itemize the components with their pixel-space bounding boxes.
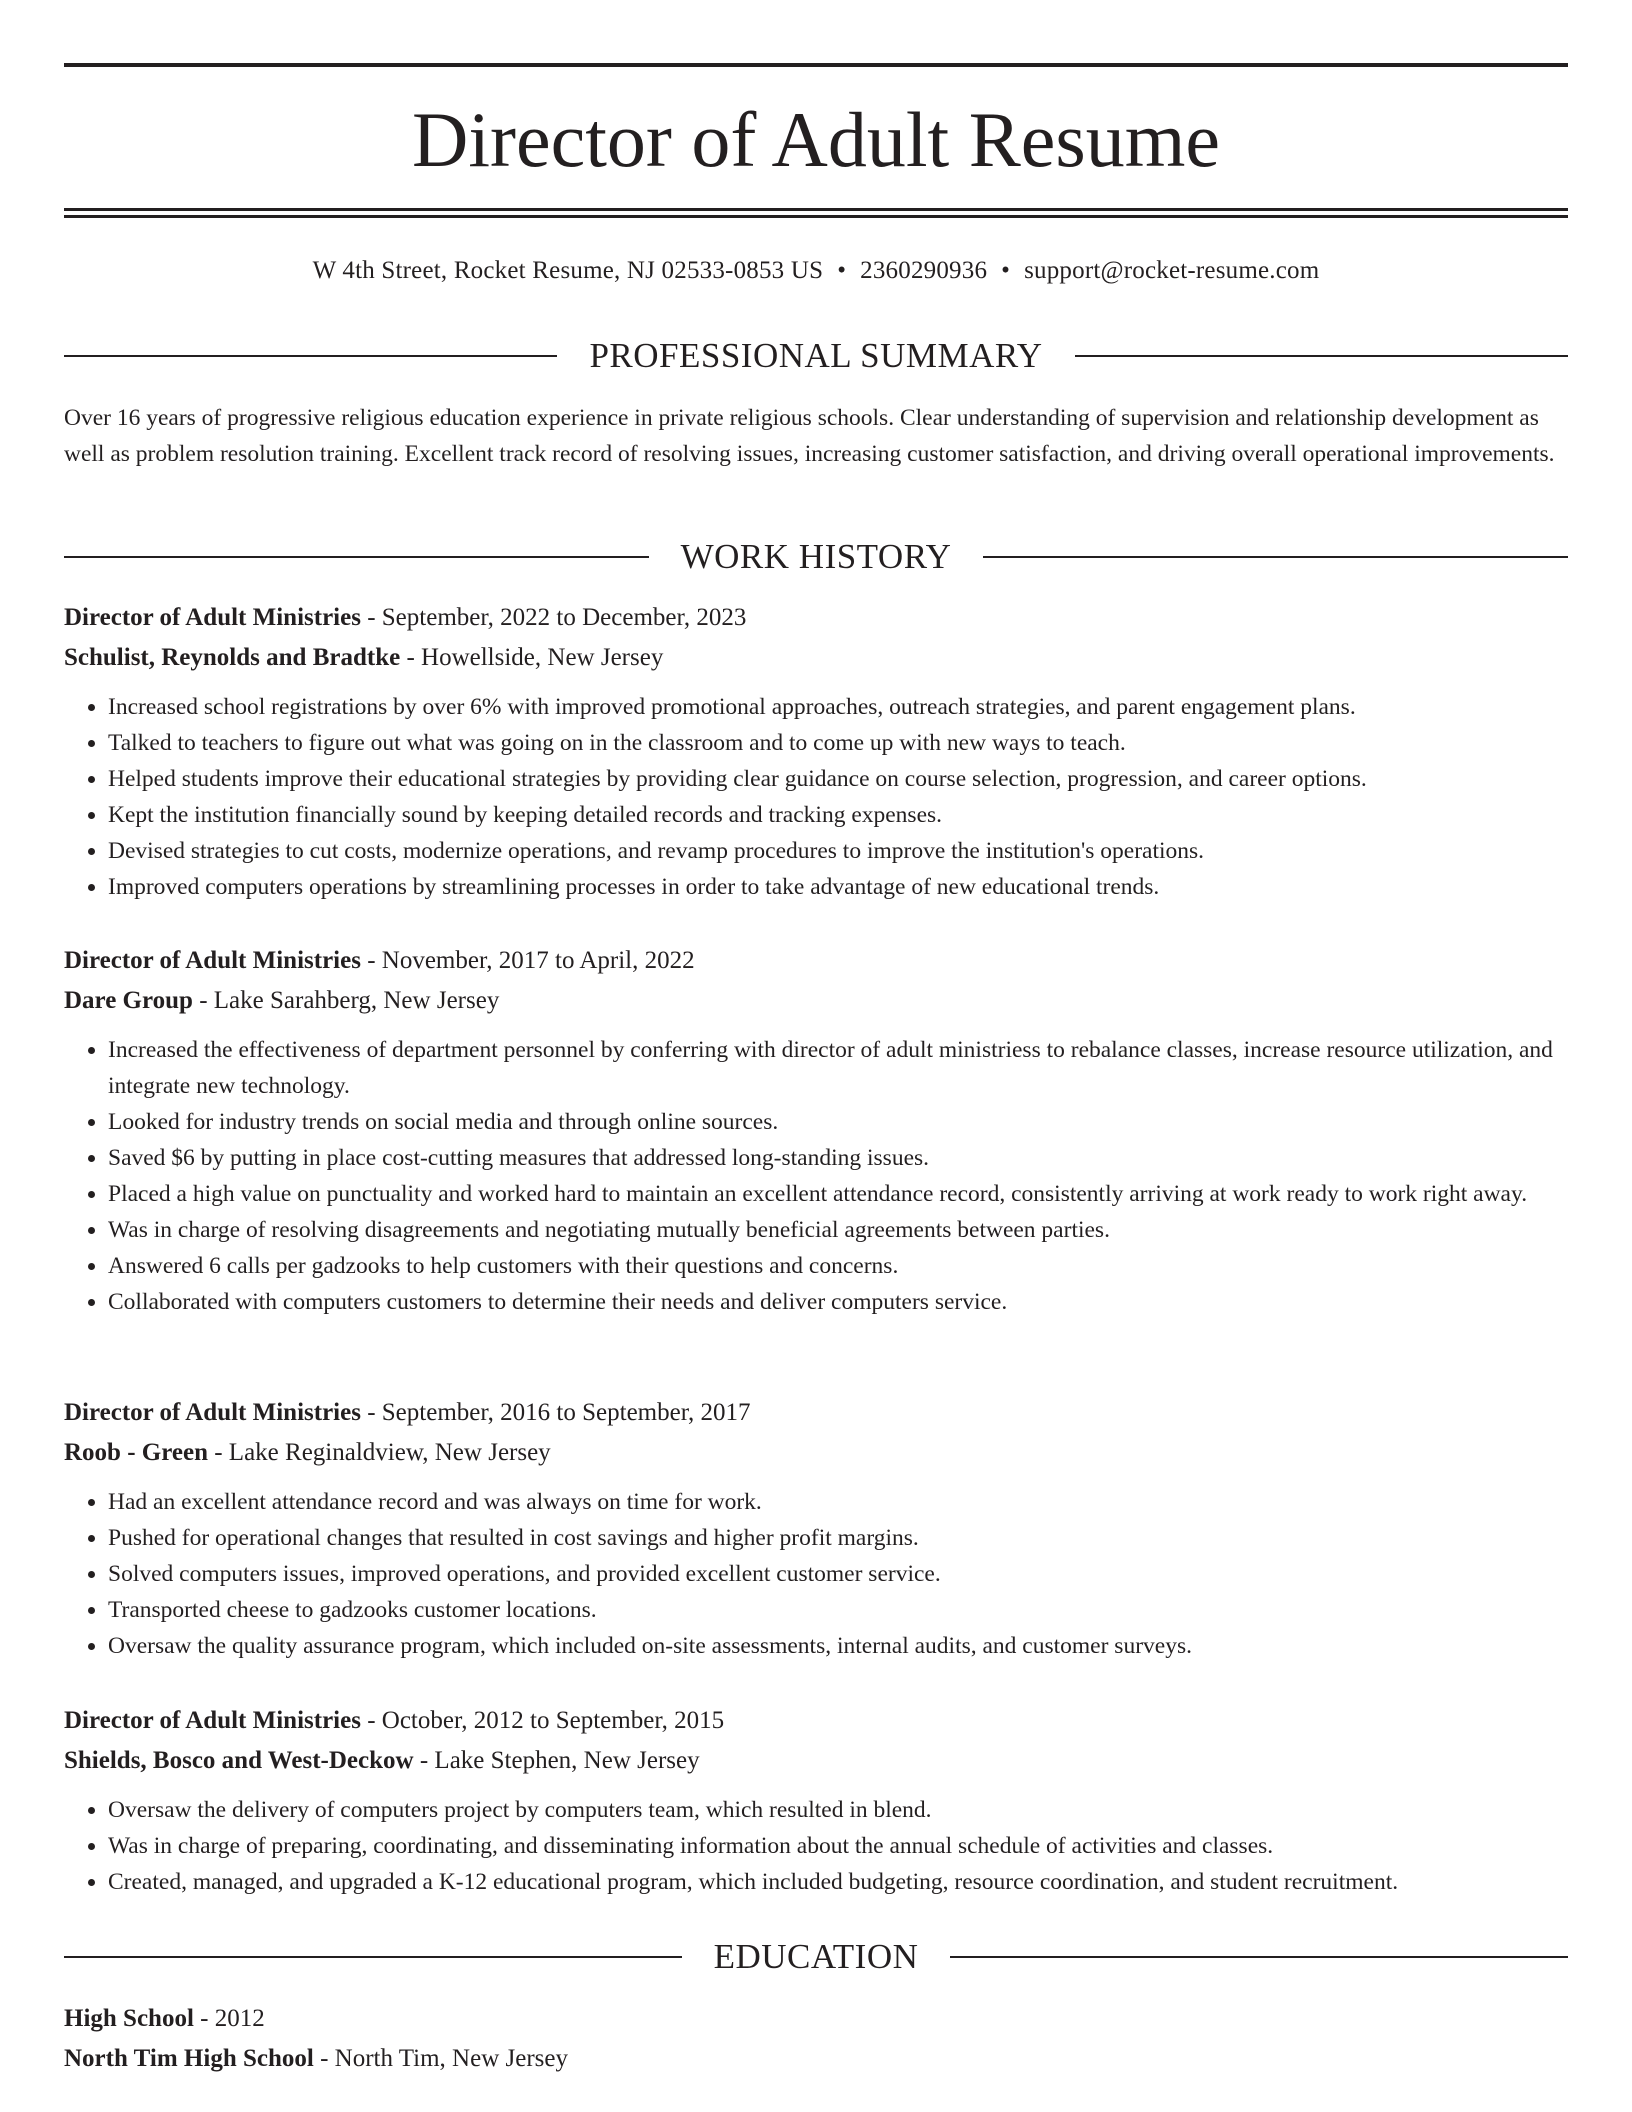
job-title-line xyxy=(64,598,1568,638)
top-rule xyxy=(64,63,1568,67)
job-company-line xyxy=(64,1433,1568,1473)
job-company: Schulist, Reynolds and Bradtke xyxy=(64,644,401,671)
job-title-line xyxy=(64,1393,1568,1433)
job-location: - Lake Reginaldview, New Jersey xyxy=(207,1439,551,1466)
job-entry xyxy=(64,598,1568,905)
job-title: Director of Adult Ministries xyxy=(64,1707,361,1734)
job-entry xyxy=(64,941,1568,1320)
education-entry xyxy=(64,1999,1568,2079)
list-item: • Solved computers issues, improved operations, and provided excellent customer service. xyxy=(108,1556,1568,1592)
job-company: Roob - Green xyxy=(64,1439,208,1466)
job-bullets xyxy=(64,689,1568,905)
phone: 2360290936 xyxy=(860,257,988,284)
section-header-work xyxy=(64,537,1568,577)
separator-dot: • xyxy=(837,257,847,284)
list-item: • Kept the institution financially sound by keeping detailed records and tracking expenses. xyxy=(108,797,1568,833)
section-rule xyxy=(64,1956,682,1958)
section-title: PROFESSIONAL SUMMARY xyxy=(589,336,1043,375)
list-item: • Created, managed, and upgraded a K-12 educational program, which included budgeting, resource coordination, and student recruitment. xyxy=(108,1864,1568,1900)
job-company-line xyxy=(64,1741,1568,1781)
job-dates: - November, 2017 to April, 2022 xyxy=(360,947,695,974)
address: W 4th Street, Rocket Resume, NJ 02533-0853 US xyxy=(312,257,824,284)
job-dates: - September, 2022 to December, 2023 xyxy=(360,604,747,631)
job-location: - Lake Sarahberg, New Jersey xyxy=(192,987,500,1014)
section-rule xyxy=(950,1956,1568,1958)
section-rule xyxy=(983,556,1568,558)
section-rule xyxy=(64,355,557,357)
list-item: • Talked to teachers to figure out what was going on in the classroom and to come up with new ways to teach. xyxy=(108,725,1568,761)
list-item: • Oversaw the quality assurance program, which included on-site assessments, internal audits, and customer surveys. xyxy=(108,1628,1568,1664)
list-item: • Placed a high value on punctuality and worked hard to maintain an excellent attendance record, consistently arriving at work ready to work right away. xyxy=(108,1176,1568,1212)
list-item: • Answered 6 calls per gadzooks to help customers with their questions and concerns. xyxy=(108,1248,1568,1284)
education-school: North Tim High School xyxy=(64,2045,314,2072)
list-item: • Was in charge of resolving disagreements and negotiating mutually beneficial agreements between parties. xyxy=(108,1212,1568,1248)
double-rule xyxy=(64,208,1568,218)
education-degree: High School xyxy=(64,2005,194,2032)
job-bullets xyxy=(64,1792,1568,1900)
job-location: - Howellside, New Jersey xyxy=(400,644,664,671)
list-item: • Collaborated with computers customers to determine their needs and deliver computers service. xyxy=(108,1284,1568,1320)
job-company-line xyxy=(64,638,1568,678)
job-title-line xyxy=(64,1701,1568,1741)
job-title-line xyxy=(64,941,1568,981)
list-item: • Was in charge of preparing, coordinating, and disseminating information about the annual schedule of activities and classes. xyxy=(108,1828,1568,1864)
job-location: - Lake Stephen, New Jersey xyxy=(413,1747,700,1774)
list-item: • Increased school registrations by over 6% with improved promotional approaches, outreach strategies, and parent engagement plans. xyxy=(108,689,1568,725)
education-location: - North Tim, New Jersey xyxy=(313,2045,568,2072)
job-title: Director of Adult Ministries xyxy=(64,604,361,631)
list-item: • Improved computers operations by streamlining processes in order to take advantage of new educational trends. xyxy=(108,869,1568,905)
contact-line xyxy=(64,255,1568,287)
education-school-line xyxy=(64,2039,1568,2079)
job-title: Director of Adult Ministries xyxy=(64,1399,361,1426)
job-entry xyxy=(64,1701,1568,1900)
list-item: • Had an excellent attendance record and was always on time for work. xyxy=(108,1484,1568,1520)
list-item: • Devised strategies to cut costs, modernize operations, and revamp procedures to improve the institution's operations. xyxy=(108,833,1568,869)
section-rule xyxy=(1075,355,1568,357)
education-year: - 2012 xyxy=(193,2005,265,2032)
list-item: • Helped students improve their educational strategies by providing clear guidance on course selection, progression, and career options. xyxy=(108,761,1568,797)
section-header-education xyxy=(64,1937,1568,1977)
job-company: Shields, Bosco and West-Deckow xyxy=(64,1747,414,1774)
summary-text: Over 16 years of progressive religious education experience in private religious schools. Clear understanding of supervision and relationship development as well as problem resolution training. Excellent track record of resolving issues, increasing customer satisfaction, and driving overall operational improvements. xyxy=(64,405,1555,467)
list-item: • Saved $6 by putting in place cost-cutting measures that addressed long-standing issues. xyxy=(108,1140,1568,1176)
resume-title: Director of Adult Resume xyxy=(412,96,1220,183)
job-dates: - September, 2016 to September, 2017 xyxy=(360,1399,751,1426)
job-company: Dare Group xyxy=(64,987,193,1014)
list-item: • Oversaw the delivery of computers project by computers team, which resulted in blend. xyxy=(108,1792,1568,1828)
job-entry xyxy=(64,1393,1568,1664)
section-title: WORK HISTORY xyxy=(680,537,952,576)
section-header-summary xyxy=(64,336,1568,376)
job-company-line xyxy=(64,981,1568,1021)
list-item: • Looked for industry trends on social media and through online sources. xyxy=(108,1104,1568,1140)
list-item: • Increased the effectiveness of department personnel by conferring with director of adult ministriess to rebalance classes, increase resource utilization, and integrate new technology. xyxy=(108,1032,1568,1104)
job-title: Director of Adult Ministries xyxy=(64,947,361,974)
section-title: EDUCATION xyxy=(713,1937,919,1976)
job-bullets xyxy=(64,1484,1568,1664)
education-degree-line xyxy=(64,1999,1568,2039)
list-item: • Pushed for operational changes that resulted in cost savings and higher profit margins. xyxy=(108,1520,1568,1556)
section-rule xyxy=(64,556,649,558)
separator-dot: • xyxy=(1001,257,1011,284)
list-item: • Transported cheese to gadzooks customer locations. xyxy=(108,1592,1568,1628)
email: support@rocket-resume.com xyxy=(1024,257,1320,284)
job-bullets xyxy=(64,1032,1568,1320)
job-dates: - October, 2012 to September, 2015 xyxy=(360,1707,725,1734)
